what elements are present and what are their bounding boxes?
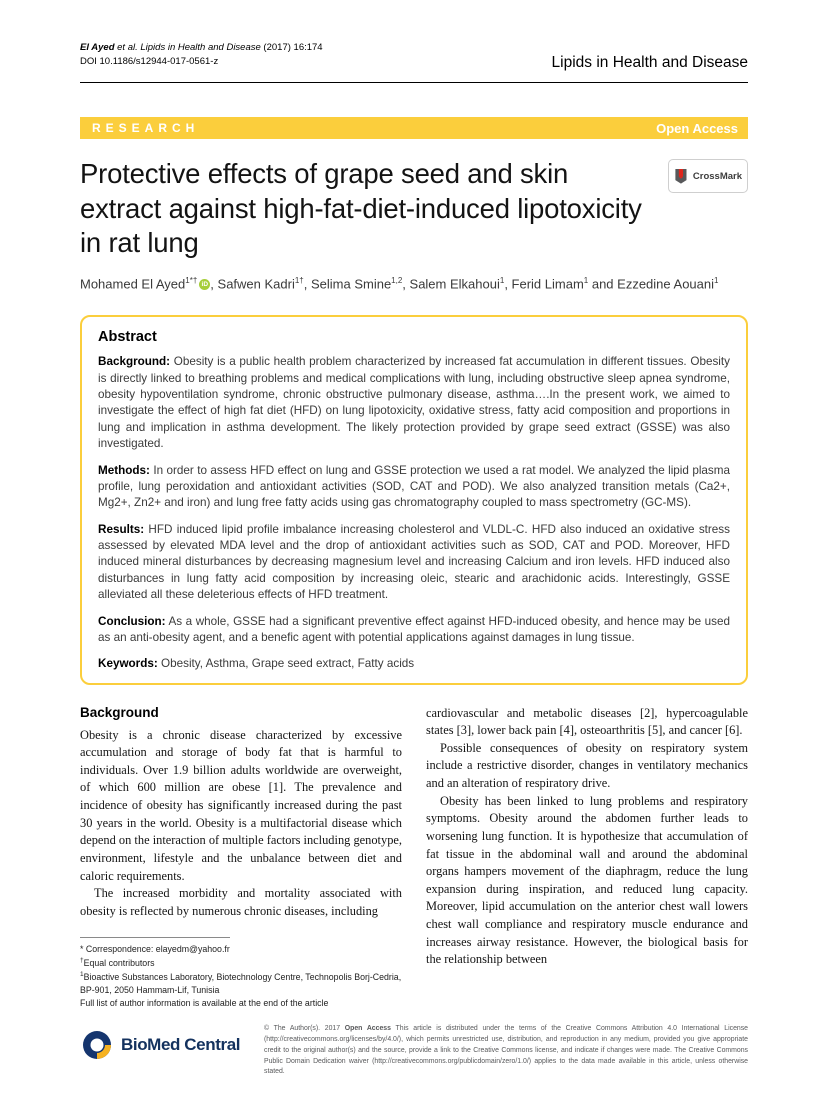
title-row — [80, 157, 748, 261]
page-header — [80, 42, 748, 72]
right-column — [426, 705, 748, 1011]
dagger-sup: † — [80, 956, 84, 964]
article-type-label: RESEARCH — [92, 121, 200, 135]
journal-name: Lipids in Health and Disease — [551, 54, 748, 71]
abstract-section-label: Results: — [98, 522, 145, 536]
abstract-section-label: Background: — [98, 355, 171, 369]
abstract-section-text: In order to assess HFD effect on lung and GSSE protection we used a rat model. We analyzed the lipid plasma profile, lung peroxidation and antioxidant activities (SOD, CAT and POD). We also analyzed transition metals (Ca2+, Mg2+, Zn2+ and iron) and lung free fatty acids using gas chromatography coupled to mass spectrometry (GC-MS). — [98, 463, 730, 510]
copyright-text — [264, 1024, 748, 1078]
abstract-conclusion-section — [98, 614, 730, 647]
footnote-divider — [80, 937, 230, 938]
body-paragraph: Possible consequences of obesity on respiratory system include a restrictive disorder, changes in ventilatory mechanics and an alteration of respiratory drive. — [426, 740, 748, 791]
citation-journal-italic: et al. Lipids in Health and Disease — [117, 42, 261, 53]
author-affiliation-sup: 1*† — [185, 275, 198, 285]
abstract-section-label: Methods: — [98, 463, 150, 477]
author-affiliation-sup: 1 — [583, 275, 589, 285]
research-banner — [80, 117, 748, 139]
affiliation-sup: 1 — [80, 971, 84, 978]
correspondence-email-link[interactable]: elayedm@yahoo.fr — [155, 943, 230, 954]
crossmark-icon — [674, 164, 688, 188]
author-affiliation-sup: 1,2 — [391, 275, 403, 285]
doi-line: DOI 10.1186/s12944-017-0561-z — [80, 56, 219, 67]
author-name: Mohamed El Ayed — [80, 276, 186, 292]
authors-line — [80, 276, 748, 291]
author-affiliation-sup: 1† — [294, 275, 304, 285]
body-paragraph: Obesity is a chronic disease characterized by excessive accumulation and storage of body fat that is harmful to individuals. Over 1.9 billion adults worldwide are overweight, of which 600 million are obese [1]. The prevalence and incidence of obesity has significantly increased during the past 30 years in the world. Obesity is a multifactorial disease which depend on the interaction of multiple factors including genotype, environment, lifestyle and the unbalance between diet and caloric requirements. — [80, 727, 402, 883]
citation-block — [80, 42, 323, 67]
bmc-circle-icon — [80, 1028, 114, 1062]
keywords-text: Obesity, Asthma, Grape seed extract, Fatty acids — [157, 657, 415, 671]
abstract-box — [80, 315, 748, 684]
equal-contributors-text: Equal contributors — [83, 957, 155, 968]
full-author-list-note: Full list of author information is available at the end of the article — [80, 998, 329, 1009]
orcid-icon[interactable]: iD — [199, 279, 210, 290]
copyright-pre: © The Author(s). 2017 — [264, 1025, 345, 1033]
affiliation-text: Bioactive Substances Laboratory, Biotechnology Centre, Technopolis Borj-Cedria, BP-901, 2050 Hammam-Lif, Tunisia — [80, 971, 402, 996]
footnotes-block — [80, 937, 402, 1011]
abstract-section-label: Conclusion: — [98, 614, 166, 628]
bmc-logo-text: BioMed Central — [121, 1035, 241, 1055]
copyright-rest: This article is distributed under the terms of the Creative Commons Attribution 4.0 International License (http://creativecommons.org/licenses/by/4.0/), which permits unrestricted use, distribution, and reproduction in any medium, provided you give appropriate credit to the original author(s) and the source, provide a link to the Creative Commons license, and indicate if changes were made. The Creative Commons Public Domain Dedication waiver (http://creativecommons.org/publicdomain/zero/1.0/) applies to the data made available in this article, unless otherwise stated. — [264, 1025, 749, 1076]
keywords-label: Keywords: — [98, 657, 158, 671]
abstract-methods-section — [98, 463, 730, 512]
body-columns — [80, 705, 748, 1011]
abstract-section-text: As a whole, GSSE had a significant preventive effect against HFD-induced obesity, and hence may be used as an anti-obesity agent, and a benefic agent with potential applications against damages in lung tissue. — [98, 614, 730, 644]
citation-issue: (2017) 16:174 — [260, 42, 323, 53]
crossmark-label: CrossMark — [692, 170, 742, 182]
author-name: , Ferid Limam — [504, 276, 584, 292]
author-name: and Ezzedine Aouani — [588, 276, 715, 292]
correspondence-line — [80, 943, 402, 956]
body-paragraph: The increased morbidity and mortality associated with obesity is reflected by numerous chronic diseases, including — [80, 886, 402, 918]
biomed-central-logo — [80, 1028, 248, 1062]
body-paragraph: Obesity has been linked to lung problems and respiratory symptoms. Obesity around the abdomen further leads to worsening lung function. It is hypothesize that accumulation of fat tissue in the abdominal wall and around the abdominal organs hampers movement of the diaphragm, reduce the lung expansion during inspiration, and reduced lung capacity. Moreover, lipid accumulation on the anterior chest wall lowers chest wall compliance and respiratory muscle endurance and increases airway resistance. However, the biological basis for the relationship between — [426, 793, 748, 967]
author-affiliation-sup: 1 — [714, 275, 719, 285]
open-access-label: Open Access — [656, 120, 738, 136]
background-section-heading: Background — [80, 704, 159, 720]
article-title: Protective effects of grape seed and skin extract against high-fat-diet-induced lipotoxicity in rat lung — [80, 158, 642, 259]
abstract-background-section — [98, 354, 730, 452]
correspondence-label: * Correspondence: — [80, 943, 156, 954]
left-column — [80, 705, 402, 1011]
abstract-section-text: HFD induced lipid profile imbalance increasing cholesterol and VLDL-C. HFD also induced an oxidative stress assessed by elevated MDA level and the drop of antioxidant activities such as SOD, CAT and POD. Moreover, HFD induced mineral disturbances by decreasing magnesium level and increasing Calcium and iron levels. HFD induced also disturbances in lung fatty acid composition by increasing oleic, stearic and arachidonic acids. Interestingly, GSSE alleviated all these deleterious effects of HFD treatment. — [98, 522, 730, 602]
crossmark-badge[interactable] — [668, 159, 748, 193]
abstract-results-section — [98, 522, 730, 604]
abstract-heading: Abstract — [98, 329, 157, 346]
page-footer — [80, 1024, 748, 1078]
author-name: , Selima Smine — [303, 276, 392, 292]
abstract-section-text: Obesity is a public health problem characterized by increased fat accumulation in different tissues. Obesity is directly linked to breathing problems and medical complications with lung, including obstructive sleep apnea syndrome, obesity hypoventilation syndrome, chronic obstructive pulmonary disease, asthma….In the present work, we aimed to investigate the effect of high fat diet (HFD) on lung lipotoxicity, oxidative stress, fatty acid composition and proportions in lung and implication in asthma development. The likely protection provided by grape seed extract (GSSE) was also investigated. — [98, 355, 730, 451]
header-divider — [80, 82, 748, 83]
body-paragraph: cardiovascular and metabolic diseases [2], hypercoagulable states [3], lower back pain [4], osteoarthritis [5], and cancer [6]. — [426, 705, 748, 738]
abstract-keywords-line — [98, 656, 730, 672]
equal-contributors-line — [80, 956, 402, 970]
author-affiliation-sup: 1 — [499, 275, 505, 285]
citation-author: El Ayed — [80, 42, 118, 53]
author-name: , Salem Elkahoui — [402, 276, 500, 292]
citation-line — [80, 42, 323, 53]
affiliation-line — [80, 970, 402, 997]
author-name: , Safwen Kadri — [210, 276, 295, 292]
open-access-bold: Open Access — [344, 1025, 391, 1033]
